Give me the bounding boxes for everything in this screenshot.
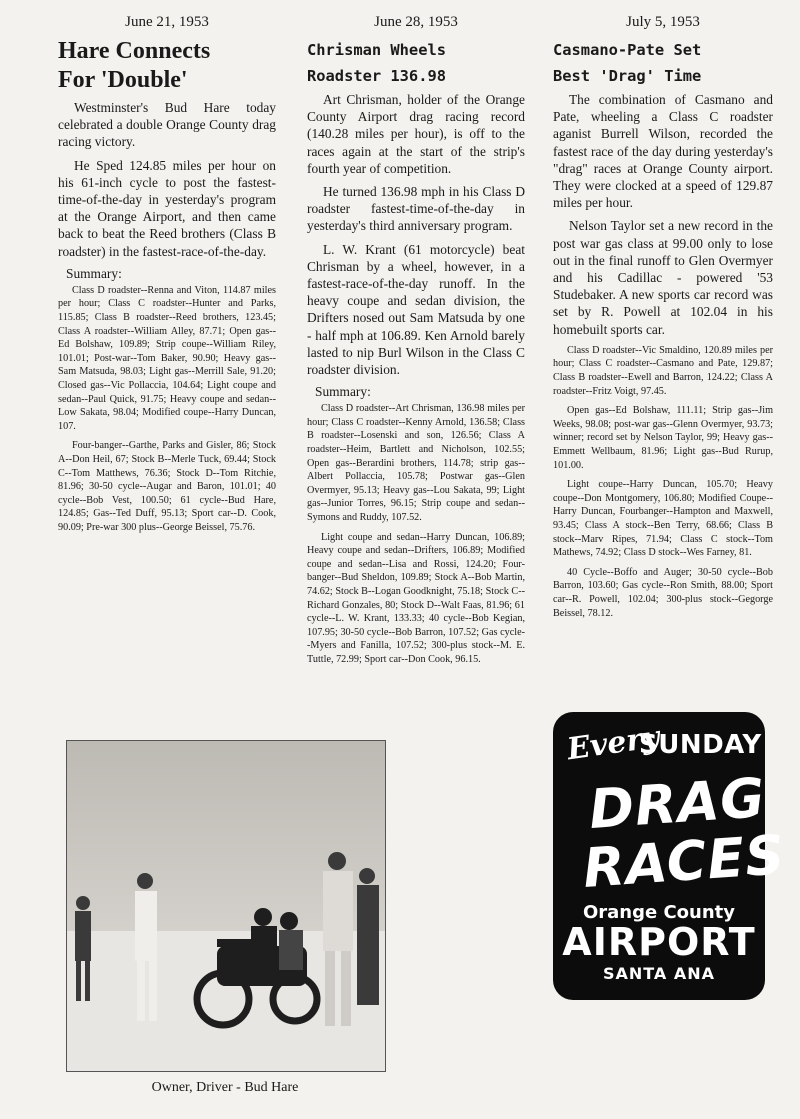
paragraph: The combination of Casmano and Pate, wheeling a Class C roadster aganist Burrell Wilson, recorded the fastest race of the day during yesterday's "drag" races at Orange County airport. They were clocked at a speed of 129.87 miles per hour. [553, 92, 773, 211]
ad-drag: DRAG [587, 765, 768, 842]
summary-paragraph: Light coupe--Harry Duncan, 105.70; Heavy coupe--Don Montgomery, 106.80; Modified Coupe--Harry Duncan, Fourbanger--Hampton and Maxwell, 93.45; Class A stock--Ben Terry, 68.66; Class B stock--Marv Ripes, 71.94; Class C stock--Tom Mathews, 74.92; Class D stock--Wes Farney, 81. [553, 479, 773, 559]
photo-illustration [67, 741, 385, 1071]
summary-heading: Summary: [315, 384, 371, 400]
summary-paragraph: Four-banger--Garthe, Parks and Gisler, 86; Stock A--Don Heil, 67; Stock B--Merle Tuck, 69.44; Stock C--Tom Matthews, 76.36; Stock D--Tom Ritchie, 81.96; 30-50 cycle--Augar and Baron, 101.01; 40 cycle--Bob Vest, 100.50; 61 cycle--Bud Hare, 124.85; Gas--Ted Duff, 95.13; Sport car--D. Cook, 90.09; Pre-war 300 plus--George Beissel, 75.76. [58, 440, 276, 533]
dateline: July 5, 1953 [626, 14, 700, 30]
ad-airport: AIRPORT [562, 920, 756, 964]
summary-paragraph: Class D roadster--Art Chrisman, 136.98 miles per hour; Class C roadster--Kenny Arnold, 136.58; Class B roadster--Losenski and son, 126.56; Class A roadster--Heim, Bartlett and Nicholson, 102.55; Open gas--Berardini brothers, 114.78; strip gas--Albert Pollaccia, 105.78; Postwar gas--Glen Overmyer, 95.13; Heavy gas--Lou Sakata, 99; Light gas--Junior Torres, 96.15; Strip coupe and sedan--Symons and Ruddy, 107.52. [307, 403, 525, 523]
headline: Casmano-Pate Set Best 'Drag' Time [553, 41, 702, 85]
summary-paragraph: Open gas--Ed Bolshaw, 111.11; Strip gas--Jim Weeks, 98.08; post-war gas--Glenn Overmyer, 93.73; winner; record set by Nelson Taylor, 99; Heavy gas--Emmett Wellbaum, 81.96; Light gas--Bud Rurup, 101.00. [553, 405, 773, 471]
ad-sunday: SUNDAY [639, 730, 762, 760]
paragraph: L. W. Krant (61 motorcycle) beat Chrisman by a wheel, however, in a fastest-race-of-the-day runoff. In the heavy coupe and sedan division, the Drifters nosed out Sam Matsuda by one - half mph at 106.89. Ken Arnold barely lasted to nip Burl Wilson in the Class C roadster division. [307, 241, 525, 378]
summary-paragraph: Class D roadster--Vic Smaldino, 120.89 miles per hour; Class C roadster--Casmano and Pate, 129.87; Class B roadster--Ewell and Barron, 124.22; Class A roadster--Fritz Voigt, 97.45. [553, 344, 773, 397]
ad-races: RACES [581, 823, 788, 900]
drag-races-ad [553, 712, 788, 1000]
ad-orange-county: Orange County [582, 902, 736, 923]
photo-caption: Owner, Driver - Bud Hare [151, 1080, 299, 1095]
paragraph: Nelson Taylor set a new record in the post war gas class at 99.00 only to lose out in the final runoff to Glen Overmyer and his Cadillac - powered '53 Studebaker. A new sports car record was set by R. Powell at 102.04 in his homebuilt sports car. [553, 218, 773, 337]
dateline: June 21, 1953 [125, 14, 209, 30]
ad-santa-ana: SANTA ANA [602, 964, 716, 983]
paragraph: Westminster's Bud Hare today celebrated a double Orange County drag racing victory. [58, 100, 276, 150]
ad-every: Every [565, 719, 662, 768]
headline: Hare Connects For 'Double' [58, 38, 211, 93]
article-july-5 [553, 14, 773, 626]
paragraph: He turned 136.98 mph in his Class D roadster fastest-time-of-the-day in yesterday's third anniversary program. [307, 184, 525, 234]
paragraph: He Sped 124.85 miles per hour on his 61-inch cycle to post the fastest-time-of-the-day in yesterday's program at the Orange Airport, and then came back to beat the Reed brothers (Class B roadster) in the fastest-race-of-the-day. [58, 157, 276, 259]
summary-heading: Summary: [66, 265, 122, 281]
headline: Chrisman Wheels Roadster 136.98 [307, 41, 446, 85]
photo-bud-hare [66, 740, 386, 1072]
article-june-21 [58, 14, 276, 541]
summary-paragraph: 40 Cycle--Boffo and Auger; 30-50 cycle--Bob Barron, 103.60; Gas cycle--Ron Smith, 88.00; Sport car--R. Powell, 102.04; 300-plus stock--Gegorge Beissel, 78.12. [553, 566, 773, 619]
paragraph: Art Chrisman, holder of the Orange County Airport drag racing record (140.28 miles per hour), is off to the races again at the start of the strip's fourth year of competition. [307, 92, 525, 176]
summary-paragraph: Class D roadster--Renna and Viton, 114.87 miles per hour; Class C roadster--Hunter and Parks, 115.85; Class B roadster--Reed brothers, 123.45; Class A roadster--William Alley, 87.71; Open gas--Ed Bolshaw, 109.89; Strip coupe--William Riley, 101.01; Post-war--Tom Baker, 90.90; Heavy gas--Sam Matsuda, 98.03; Light gas--Merrill Sale, 91.20; Closed gas--Vic Pollaccia, 104.64; Light coupe and sedan--Paul Quick, 91.75; Heavy coupe and sedan--Low Sakata, 98.04; Modified coupe--Harry Duncan, 107. [58, 284, 276, 432]
summary-paragraph: Light coupe and sedan--Harry Duncan, 106.89; Heavy coupe and sedan--Drifters, 106.89; Modified coupe and sedan--Lisa and Rossi, 124.20; Four-banger--Bud Sheldon, 109.89; Stock A--Bob Martin, 74.62; Stock B--Logan Goodknight, 75.18; Stock C--Richard Gonzales, 80; Stock D--Walt Faas, 81.96; 61 cycle--L. W. Krant, 133.33; 40 cycle--Bob Kegian, 107.95; 30-50 cycle--Bob Barron, 107.52; Gas cycle--Myers and Fanilla, 107.52; 300-plus stock--M. E. Tuttle, 72.99; Sport car--Don Cook, 96.15. [307, 531, 525, 665]
dateline: June 28, 1953 [374, 14, 458, 30]
article-june-28 [307, 14, 525, 673]
